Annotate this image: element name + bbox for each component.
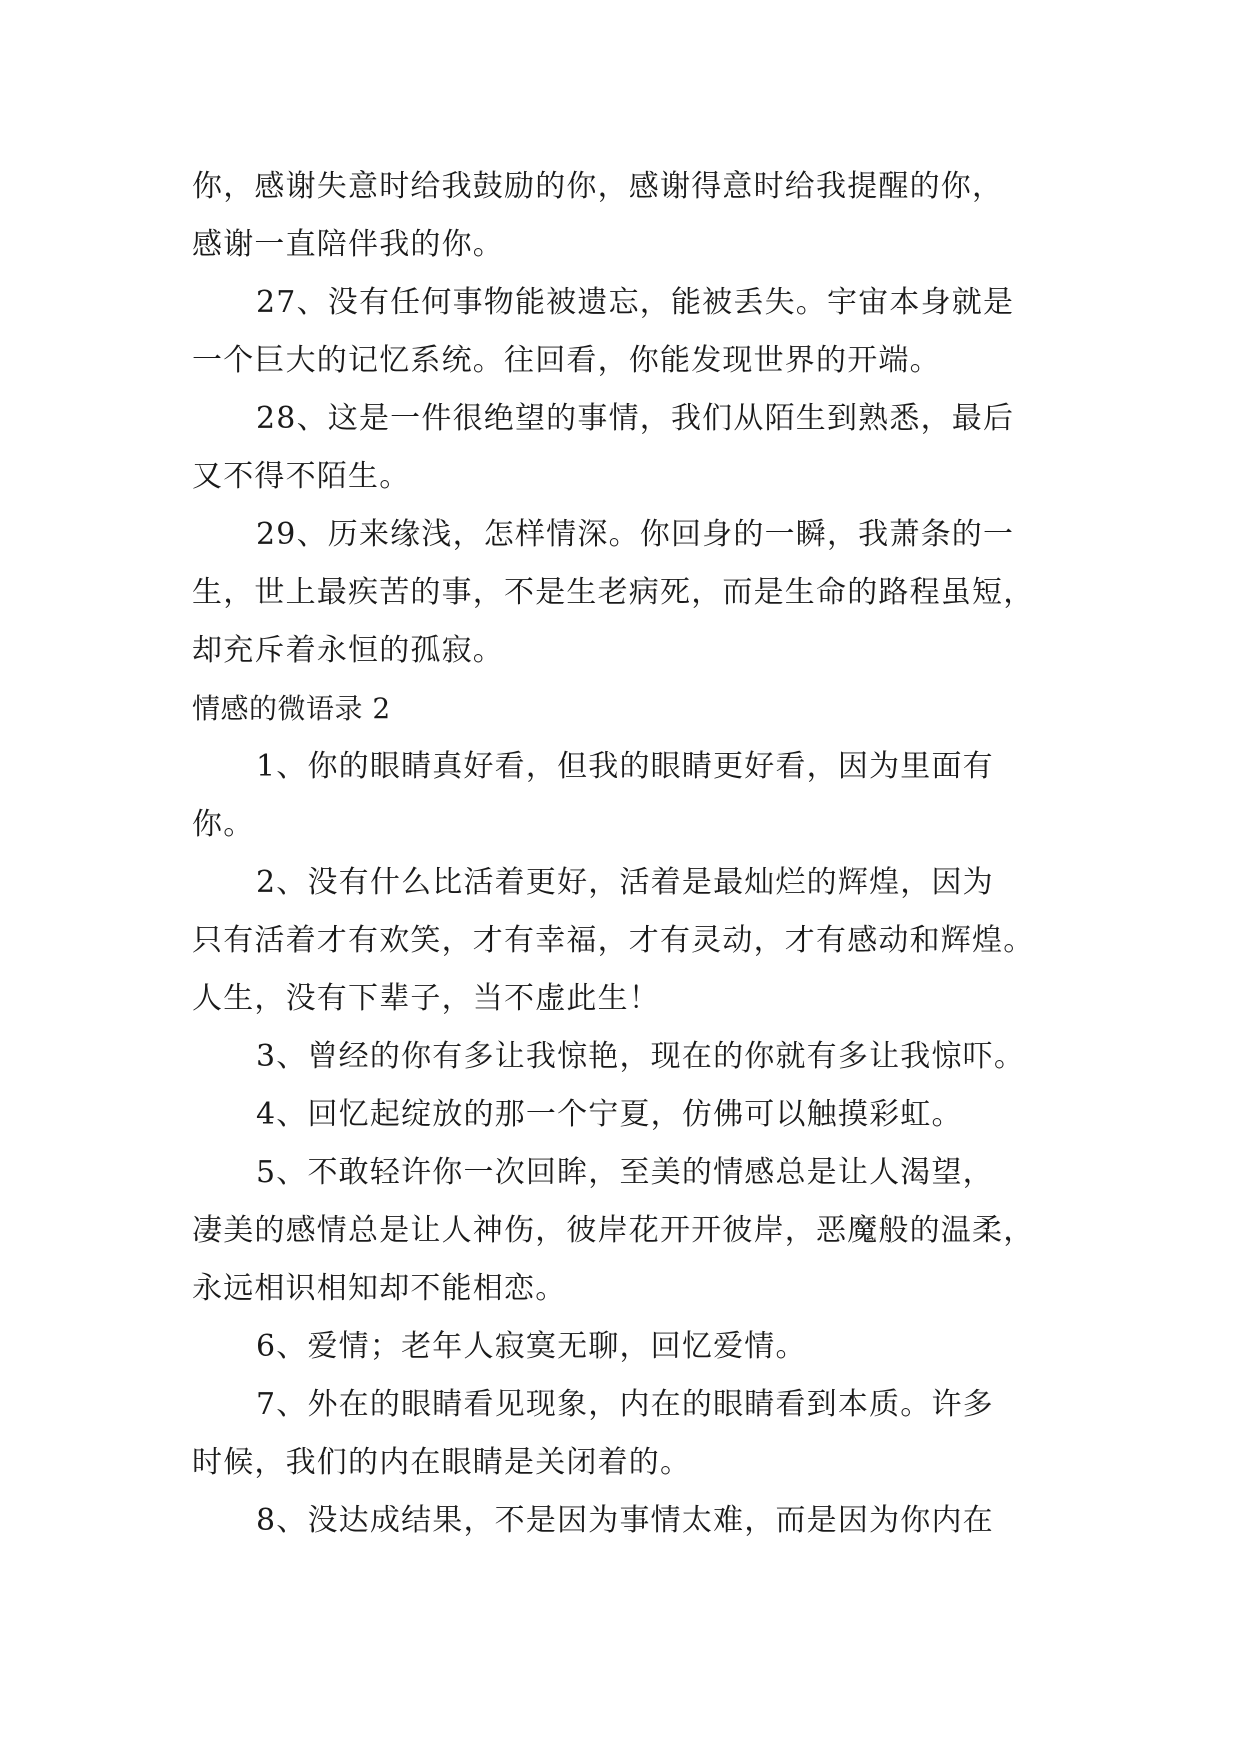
text-line: 永远相识相知却不能相恋。 — [192, 1271, 567, 1306]
text-line: 感谢一直陪伴我的你。 — [192, 227, 504, 262]
text-line: 生，世上最疾苦的事，不是生老病死，而是生命的路程虽短， — [192, 575, 1035, 610]
text-line: 又不得不陌生。 — [192, 459, 411, 494]
paragraph-start-1: 1、你的眼睛真好看，但我的眼睛更好看，因为里面有 — [256, 749, 994, 784]
text-line: 人生，没有下辈子，当不虚此生！ — [192, 981, 660, 1016]
paragraph-start-27: 27、没有任何事物能被遗忘，能被丢失。宇宙本身就是 — [256, 285, 1015, 320]
paragraph-start-8: 8、没达成结果，不是因为事情太难，而是因为你内在 — [256, 1503, 994, 1538]
paragraph-start-2: 2、没有什么比活着更好，活着是最灿烂的辉煌，因为 — [256, 865, 994, 900]
paragraph-start-4: 4、回忆起绽放的那一个宁夏，仿佛可以触摸彩虹。 — [256, 1097, 963, 1132]
document-body — [192, 158, 1072, 1550]
text-line: 一个巨大的记忆系统。往回看，你能发现世界的开端。 — [192, 343, 941, 378]
paragraph-start-29: 29、历来缘浅，怎样情深。你回身的一瞬，我萧条的一 — [256, 517, 1015, 552]
text-line: 只有活着才有欢笑，才有幸福，才有灵动，才有感动和辉煌。 — [192, 923, 1035, 958]
paragraph-start-6: 6、爱情；老年人寂寞无聊，回忆爱情。 — [256, 1329, 807, 1364]
text-line: 时候，我们的内在眼睛是关闭着的。 — [192, 1445, 692, 1480]
text-line: 你，感谢失意时给我鼓励的你，感谢得意时给我提醒的你， — [192, 169, 1004, 204]
section-heading: 情感的微语录 2 — [192, 692, 391, 725]
paragraph-start-3: 3、曾经的你有多让我惊艳，现在的你就有多让我惊吓。 — [256, 1039, 1026, 1074]
paragraph-start-28: 28、这是一件很绝望的事情，我们从陌生到熟悉，最后 — [256, 401, 1015, 436]
text-line: 凄美的感情总是让人神伤，彼岸花开开彼岸，恶魔般的温柔， — [192, 1213, 1035, 1248]
text-line: 却充斥着永恒的孤寂。 — [192, 633, 504, 668]
text-line: 你。 — [192, 807, 255, 842]
paragraph-start-5: 5、不敢轻许你一次回眸，至美的情感总是让人渴望， — [256, 1155, 994, 1190]
paragraph-start-7: 7、外在的眼睛看见现象，内在的眼睛看到本质。许多 — [256, 1387, 994, 1422]
